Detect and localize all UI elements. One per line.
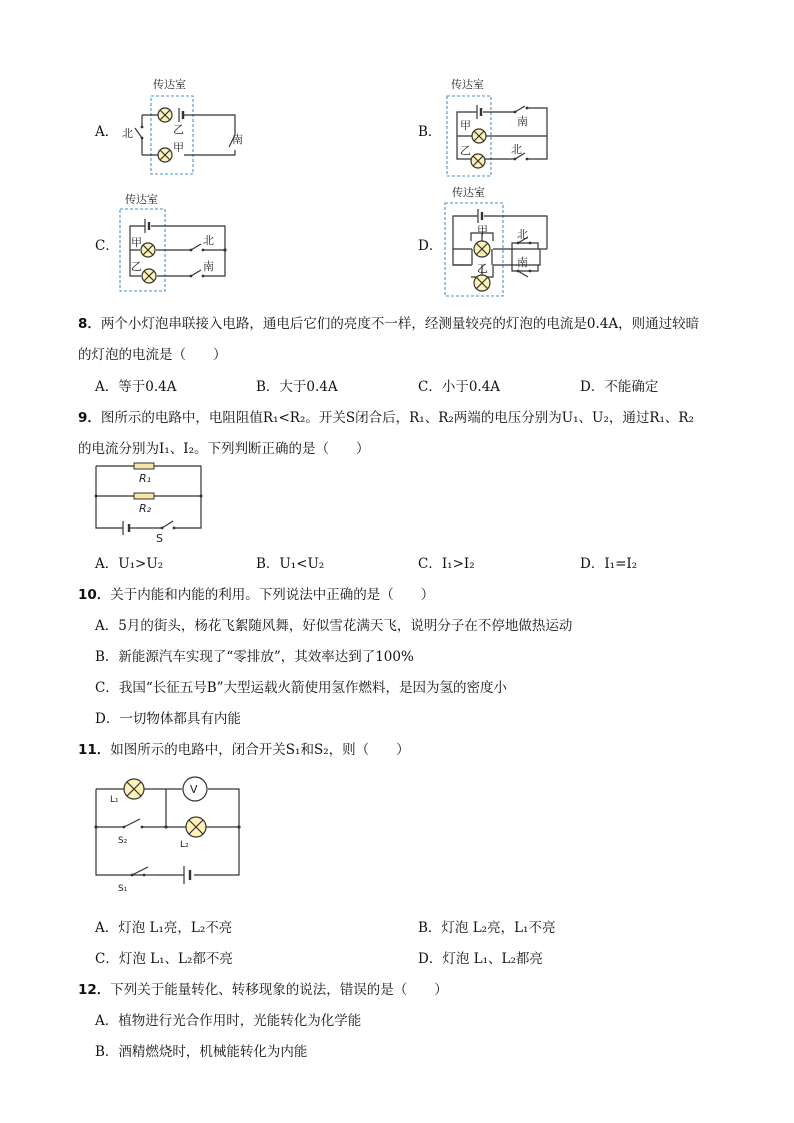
voltmeter-icon [183, 777, 207, 801]
q10-option-d[interactable]: D．一切物体都具有内能 [95, 711, 241, 727]
yi-label: 乙 [460, 144, 471, 157]
r2-label: R₂ [139, 502, 152, 515]
q10-option-a[interactable]: A．5月的街头，杨花飞絮随风舞，好似雪花满天飞，说明分子在不停地做热运动 [95, 618, 573, 634]
jia-label: 甲 [460, 119, 471, 132]
jia-label: 甲 [173, 141, 184, 154]
q7-option-d-label: D． [418, 238, 443, 254]
yi-label: 乙 [131, 260, 142, 273]
voltmeter-label: V [190, 783, 198, 796]
q11-circuit [94, 775, 254, 894]
q9-option-c[interactable]: C．I₁>I₂ [418, 556, 475, 572]
q9-option-b[interactable]: B．U₁<U₂ [256, 556, 325, 572]
room-label: 传达室 [153, 78, 186, 91]
battery-icon [179, 108, 183, 122]
q8-stem-line1 [78, 312, 699, 332]
q12-stem [78, 978, 448, 998]
resistor-r1-icon [134, 463, 154, 469]
r1-label: R₁ [139, 472, 152, 485]
switch-s2-icon [123, 819, 144, 828]
north-label: 北 [511, 143, 522, 156]
q11-stem [78, 738, 410, 758]
q12-option-b[interactable]: B．酒精燃烧时，机械能转化为内能 [95, 1044, 308, 1060]
q7-option-a-label: A． [95, 124, 119, 140]
q12-option-a[interactable]: A．植物进行光合作用时，光能转化为化学能 [95, 1013, 362, 1029]
q8-option-d[interactable]: D．不能确定 [580, 379, 659, 395]
lamp-jia-icon [472, 129, 486, 143]
south-label: 南 [517, 115, 528, 128]
lamp-jia-icon [158, 148, 172, 162]
q9-option-a[interactable]: A．U₁>U₂ [95, 556, 164, 572]
q12-text: 下列关于能量转化、转移现象的说法，错误的是（ ） [110, 982, 448, 998]
north-label: 北 [122, 127, 133, 140]
q8-number: 8． [78, 316, 101, 332]
q12-number: 12． [78, 982, 111, 998]
yi-label: 乙 [477, 262, 488, 275]
battery-icon [145, 219, 149, 233]
q11-option-a[interactable]: A．灯泡 L₁亮，L₂不亮 [95, 920, 233, 936]
q7-circuit-b [445, 75, 585, 185]
q10-option-b[interactable]: B．新能源汽车实现了“零排放”，其效率达到了100% [95, 649, 414, 665]
s2-label: S₂ [118, 836, 128, 846]
room-label: 传达室 [451, 78, 484, 91]
q7-circuit-a [115, 75, 275, 185]
q11-option-c[interactable]: C．灯泡 L₁、L₂都不亮 [95, 951, 233, 967]
lamp-yi-icon [474, 275, 490, 291]
q9-text-1: 图所示的电路中，电阻阻值R₁<R₂。开关S闭合后，R₁、R₂两端的电压分别为U₁、U₂，通过R₁、R₂ [100, 410, 695, 426]
south-label: 南 [517, 256, 528, 269]
lamp-l2-icon [186, 817, 206, 837]
switch-s-icon [162, 521, 173, 528]
battery-icon [478, 209, 482, 223]
north-label: 北 [517, 228, 528, 241]
q8-text-1: 两个小灯泡串联接入电路，通电后它们的亮度不一样，经测量较亮的灯泡的电流是0.4A，则通过较暗 [100, 316, 700, 332]
lamp-jia-icon [474, 241, 490, 257]
q9-circuit [94, 458, 214, 545]
resistor-r2-icon [134, 493, 154, 499]
q11-number: 11． [78, 742, 111, 758]
q9-stem-line1 [78, 406, 694, 426]
lamp-yi-icon [158, 108, 172, 122]
l1-label: L₁ [110, 795, 119, 805]
q8-option-a[interactable]: A．等于0.4A [95, 379, 177, 395]
q7-option-c-label: C． [95, 238, 119, 254]
north-label: 北 [203, 234, 214, 247]
room-label: 传达室 [125, 193, 158, 206]
lamp-yi-icon [471, 154, 485, 168]
q10-stem [78, 583, 434, 603]
lamp-l1-icon [124, 779, 144, 799]
q11-option-d[interactable]: D．灯泡 L₁、L₂都亮 [418, 951, 543, 967]
q10-option-c[interactable]: C．我国“长征五号B”大型运载火箭使用氢作燃料，是因为氢的密度小 [95, 680, 508, 696]
q8-option-c[interactable]: C．小于0.4A [418, 379, 501, 395]
q10-number: 10． [78, 587, 111, 603]
room-box [151, 96, 193, 174]
q11-text: 如图所示的电路中，闭合开关S₁和S₂，则（ ） [110, 742, 410, 758]
jia-label: 甲 [477, 224, 488, 237]
q9-stem-line2: 的电流分别为I₁、I₂。下列判断正确的是（ ） [78, 441, 370, 457]
battery-icon [123, 521, 129, 535]
q8-option-b[interactable]: B．大于0.4A [256, 379, 338, 395]
battery-icon [477, 105, 481, 119]
lamp-yi-icon [142, 269, 156, 283]
jia-label: 甲 [131, 236, 142, 249]
battery-icon [184, 866, 190, 884]
lamp-jia-icon [141, 243, 155, 257]
q11-option-b[interactable]: B．灯泡 L₂亮，L₁不亮 [418, 920, 556, 936]
yi-label: 乙 [173, 123, 184, 136]
q7-circuit-c [117, 190, 257, 300]
l2-label: L₂ [180, 840, 189, 850]
q7-circuit-d [442, 183, 582, 298]
room-label: 传达室 [452, 186, 485, 199]
q10-text: 关于内能和内能的利用。下列说法中正确的是（ ） [110, 587, 435, 603]
s1-label: S₁ [118, 884, 128, 894]
q8-stem-line2: 的灯泡的电流是（ ） [78, 347, 227, 363]
south-label: 南 [203, 260, 214, 273]
q7-option-b-label: B． [418, 124, 442, 140]
s-label: S [156, 532, 163, 545]
q9-option-d[interactable]: D．I₁=I₂ [580, 556, 638, 572]
south-label: 南 [232, 133, 243, 146]
q9-number: 9． [78, 410, 101, 426]
